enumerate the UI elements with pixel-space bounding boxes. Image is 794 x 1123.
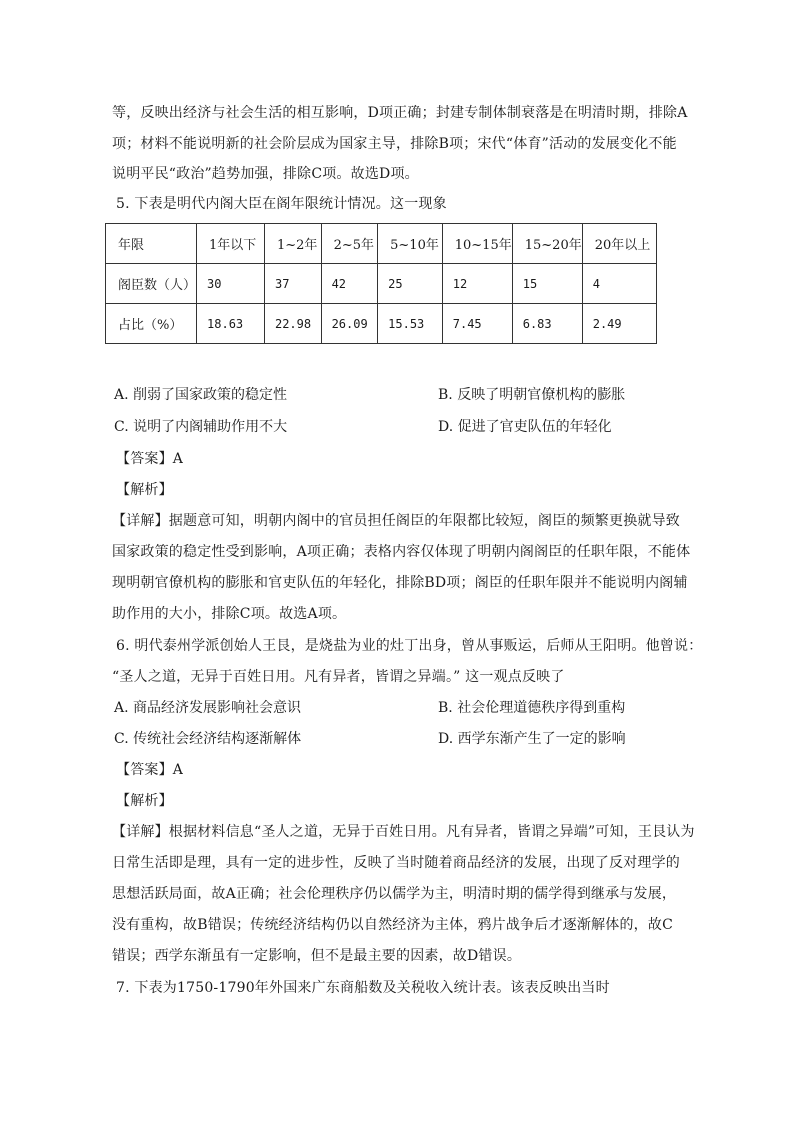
table-cell: 年限 (106, 224, 197, 264)
table-cell: 2.49 (582, 304, 656, 344)
q5-analysis-tag: 【解析】 (116, 482, 173, 498)
table-cell: 5~10年 (378, 224, 443, 264)
q6-answer: 【答案】A (116, 762, 184, 778)
table-row (106, 304, 657, 344)
table-cell: 1年以下 (197, 224, 265, 264)
table-cell: 10~15年 (442, 224, 512, 264)
q5-option-b: B. 反映了明朝官僚机构的膨胀 (438, 387, 626, 403)
q5-detail-line: 现明朝官僚机构的膨胀和官吏队伍的年轻化，排除BD项；阁臣的任职年限并不能说明内阁辅 (112, 575, 688, 591)
q5-answer: 【答案】A (116, 451, 184, 467)
q6-detail-line: 思想活跃局面，故A正确；社会伦理秩序仍以儒学为主，明清时期的儒学得到继承与发展， (112, 886, 677, 902)
table-cell: 6.83 (512, 304, 582, 344)
table-cell: 占比（%） (106, 304, 197, 344)
table-cell: 4 (582, 264, 656, 304)
paragraph-line: 等，反映出经济与社会生活的相互影响，D项正确；封建专制体制衰落是在明清时期，排除A (112, 105, 688, 121)
q6-option-c: C. 传统社会经济结构逐渐解体 (114, 731, 302, 747)
q6-detail-line: 【详解】根据材料信息“圣人之道，无异于百姓日用。凡有异者，皆谓之异端”可知，王艮认为 (112, 824, 695, 840)
q5-detail-line: 助作用的大小，排除C项。故选A项。 (112, 606, 347, 622)
q6-detail-line: 没有重构，故B错误；传统经济结构仍以自然经济为主体，鸦片战争后才逐渐解体的，故C (112, 917, 673, 933)
q6-option-d: D. 西学东渐产生了一定的影响 (438, 731, 626, 747)
table-cell: 30 (197, 264, 265, 304)
table-cell: 12 (442, 264, 512, 304)
question-6-stem: 6. 明代泰州学派创始人王艮，是烧盐为业的灶丁出身，曾从事贩运，后师从王阳明。他曾说： (116, 638, 703, 654)
q5-option-a: A. 削弱了国家政策的稳定性 (114, 387, 288, 403)
q6-analysis-tag: 【解析】 (116, 793, 173, 809)
table-cell: 阁臣数（人） (106, 264, 197, 304)
q5-option-c: C. 说明了内阁辅助作用不大 (114, 419, 288, 435)
table-header-row (106, 224, 657, 264)
table-cell: 42 (321, 264, 378, 304)
table-cell: 18.63 (197, 304, 265, 344)
table-cell: 26.09 (321, 304, 378, 344)
question-5-stem: 5. 下表是明代内阁大臣在阁年限统计情况。这一现象 (116, 196, 447, 212)
table-cell: 1~2年 (264, 224, 321, 264)
table-cell: 15~20年 (512, 224, 582, 264)
tenure-table (105, 223, 657, 344)
q6-detail-line: 错误；西学东渐虽有一定影响，但不是最主要的因素，故D错误。 (112, 948, 522, 964)
q6-detail-line: 日常生活即是理，具有一定的进步性，反映了当时随着商品经济的发展，出现了反对理学的 (112, 855, 680, 871)
paragraph-line: 项；材料不能说明新的社会阶层成为国家主导，排除B项；宋代“体育”活动的发展变化不能 (112, 136, 677, 152)
table-cell: 7.45 (442, 304, 512, 344)
table-cell: 15 (512, 264, 582, 304)
table-cell: 22.98 (264, 304, 321, 344)
q6-option-a: A. 商品经济发展影响社会意识 (114, 700, 302, 716)
q5-detail-line: 国家政策的稳定性受到影响，A项正确；表格内容仅体现了明朝内阁阁臣的任职年限，不能体 (112, 544, 691, 560)
table-cell: 25 (378, 264, 443, 304)
table-cell: 37 (264, 264, 321, 304)
question-7-stem: 7. 下表为1750-1790年外国来广东商船数及关税收入统计表。该表反映出当时 (116, 980, 610, 996)
table-cell: 2~5年 (321, 224, 378, 264)
table-row (106, 264, 657, 304)
q5-detail-line: 【详解】据题意可知，明朝内阁中的官员担任阁臣的年限都比较短，阁臣的频繁更换就导致 (112, 513, 680, 529)
table-cell: 20年以上 (582, 224, 656, 264)
paragraph-line: 说明平民“政治”趋势加强，排除C项。故选D项。 (112, 166, 419, 182)
q6-option-b: B. 社会伦理道德秩序得到重构 (438, 700, 626, 716)
table-cell: 15.53 (378, 304, 443, 344)
q5-option-d: D. 促进了官吏队伍的年轻化 (438, 419, 612, 435)
question-6-stem: “圣人之道，无异于百姓日用。凡有异者，皆谓之异端。” 这一观点反映了 (112, 669, 565, 685)
